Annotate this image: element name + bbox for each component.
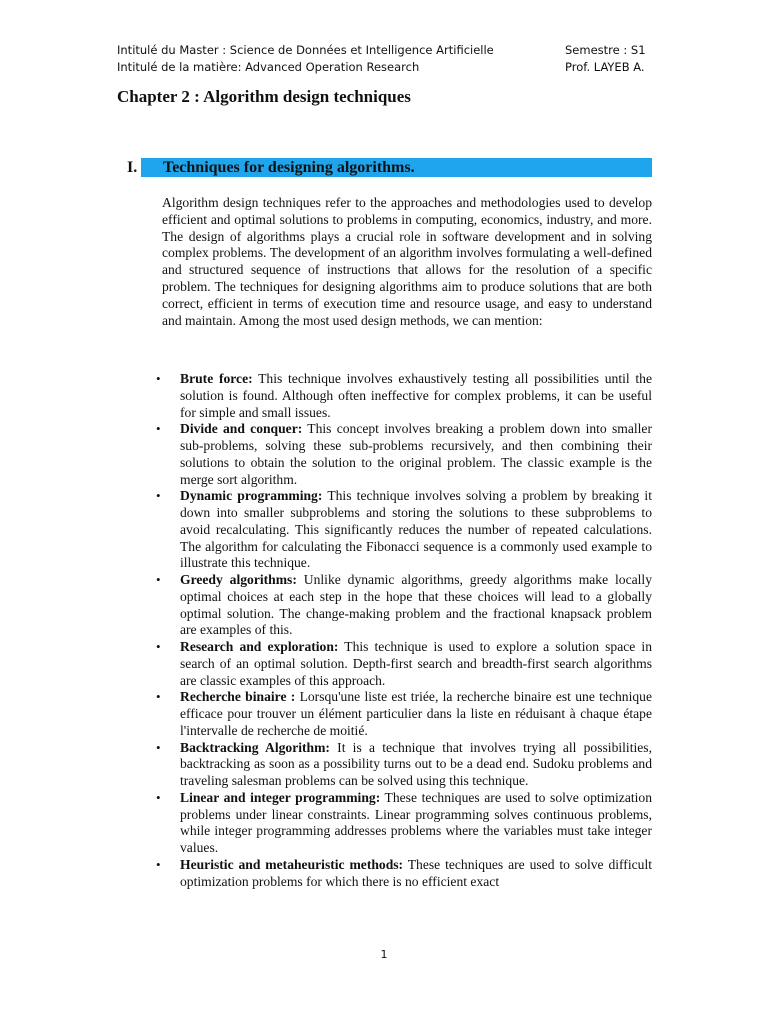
list-item [156,371,652,421]
bullet-icon: • [156,488,161,504]
item-term: Linear and integer programming: [180,789,381,805]
item-term: Greedy algorithms: [180,572,297,587]
bullet-icon: • [156,689,161,705]
semester-label: Semestre : S1 [565,43,646,57]
bullet-icon: • [156,739,161,755]
item-term: Brute force: [180,371,253,386]
item-description: This technique is used to explore a solution space in search of an optimal solution. Depth-first search and breadth-first search algorithms are classic examples of this approach. [180,639,652,688]
list-item [156,488,652,572]
item-description: This technique involves exhaustively testing all possibilities until the solution is found. Although often ineffective for complex problems, it can be useful for simple and small issues. [180,371,652,420]
item-description: Unlike dynamic algorithms, greedy algorithms make locally optimal choices at each step in the hope that these choices will lead to a globally optimal solution. The change-making problem and the fractional knapsack problem are examples of this. [180,572,653,638]
section-number: I. [127,158,138,176]
master-label: Intitulé du Master : Science de Données et Intelligence Artificielle [117,43,494,57]
list-item [156,789,653,857]
header-row-1 [117,42,647,59]
section-title: Techniques for designing algorithms. [163,158,415,176]
bullet-icon: • [156,639,161,654]
item-term: Divide and conquer: [180,421,303,437]
item-description: This technique involves solving a problem by breaking it down into smaller subproblems and storing the solutions to these subproblems to avoid recalculating. This significantly reduces the number of repeated calculations. The algorithm for calculating the Fibonacci sequence is a commonly used example to illustrate this technique. [180,488,652,571]
course-label: Intitulé de la matière: Advanced Operation Research [117,60,420,74]
item-description: These techniques are used to solve optimization problems under linear constraints. Linear programming solves continuous problems, while integer programming addresses problems where the variables must take integer values. [180,789,653,855]
chapter-title: Chapter 2 : Algorithm design techniques [117,87,411,106]
list-item [156,421,652,488]
intro-paragraph: Algorithm design techniques refer to the approaches and methodologies used to develop efficient and optimal solutions to problems in computing, economics, industry, and more. The design of algorithms plays a crucial role in software development and in solving complex problems. The development of an algorithm involves formulating a well-defined and structured sequence of instructions that allows for the resolution of a specific problem. The techniques for designing algorithms aim to produce solutions that are both correct, efficient in terms of execution time and resource usage, and easy to understand and maintain. Among the most used design methods, we can mention: [162,195,652,328]
bullet-icon: • [156,421,161,437]
item-term: Backtracking Algorithm: [180,739,330,755]
item-description: It is a technique that involves trying all possibilities, backtracking as soon as a possibility turns out to be a dead end. Sudoku problems and traveling salesman problems can be solved using this technique. [180,739,652,788]
technique-list [156,371,653,890]
item-description: Lorsqu'une liste est triée, la recherche binaire est une technique efficace pour trouver un élément particulier dans la liste en réduisant à chaque étape l'intervalle de recherche de moitié. [180,689,652,738]
header-row-2 [117,59,647,76]
list-item [156,689,652,739]
professor-label: Prof. LAYEB A. [565,60,645,74]
section-highlight [141,158,652,177]
page-header [117,42,647,76]
bullet-icon: • [156,572,161,587]
item-term: Dynamic programming: [180,488,323,504]
list-item [156,739,652,790]
page-number: 1 [380,948,388,961]
bullet-icon: • [156,789,161,805]
section-heading [127,158,652,177]
item-description: This concept involves breaking a problem down into smaller sub-problems, solving these sub-problems recursively, and then combining their solutions to obtain the solution to the original problem. The classic example is the merge sort algorithm. [180,421,652,487]
item-term: Recherche binaire : [180,689,296,705]
list-item [156,639,652,689]
list-item [156,856,652,891]
item-description: These techniques are used to solve difficult optimization problems for which there is no efficient exact [180,856,652,889]
item-term: Heuristic and metaheuristic methods: [180,856,404,872]
item-term: Research and exploration: [180,639,339,654]
list-item [156,572,653,639]
bullet-icon: • [156,371,161,386]
bullet-icon: • [156,856,161,872]
